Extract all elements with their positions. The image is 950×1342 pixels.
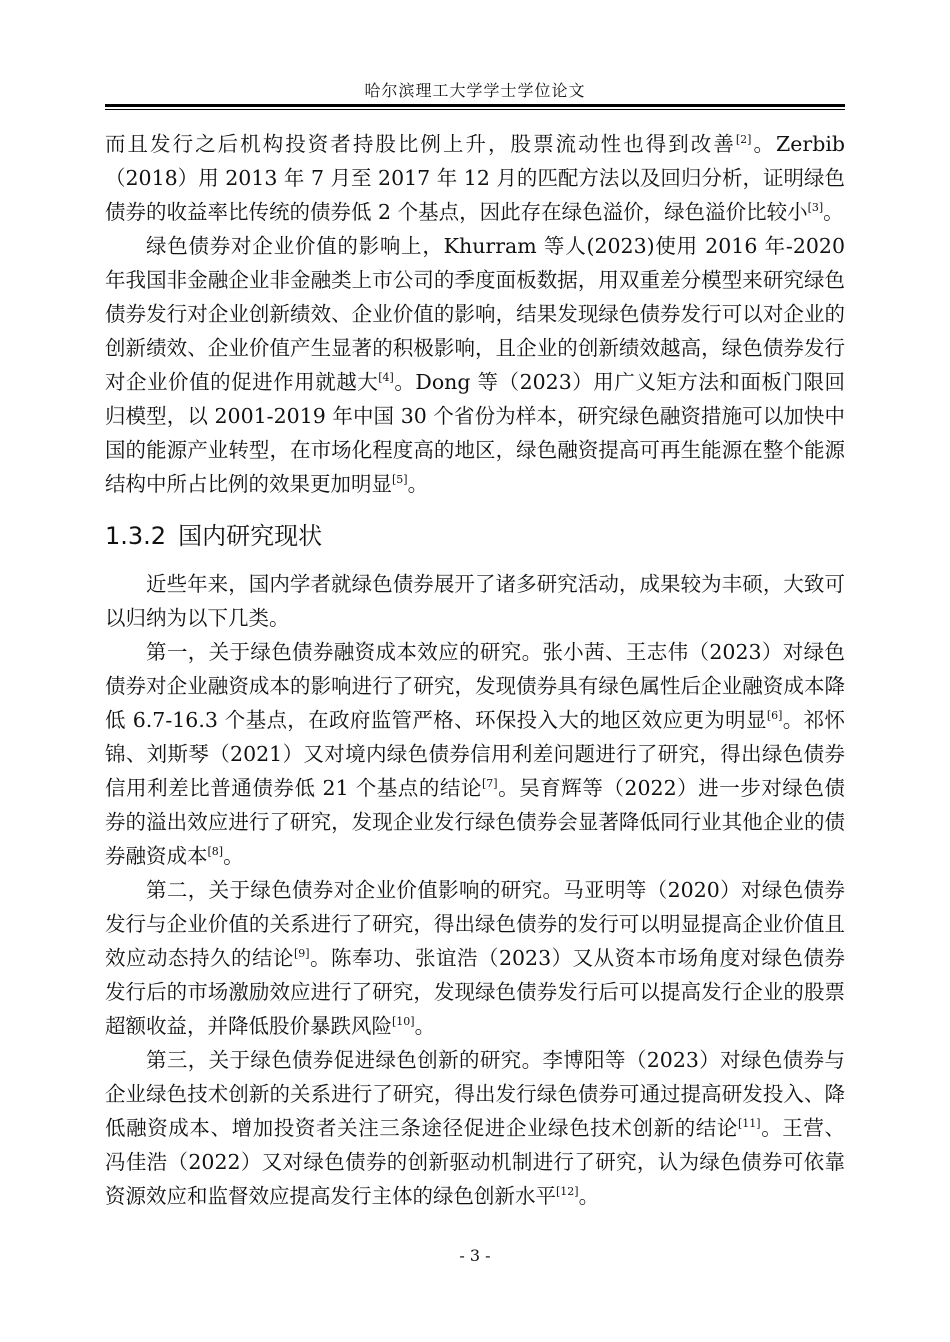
- text-run: 。祁怀锦、刘斯琴（2021）又对境内绿色债券信用利差问题进行了研究，得出绿色债券信用利差比普通债券低 21 个基点的结论: [105, 708, 845, 800]
- paragraph: [105, 567, 845, 635]
- header-rule-thin: [105, 109, 845, 110]
- section-title: 国内研究现状: [178, 522, 323, 550]
- text-run: 第二，关于绿色债券对企业价值影响的研究。马亚明等（2020）对绿色债券发行与企业价值的关系进行了研究，得出绿色债券的发行可以明显提高企业价值且效应动态持久的结论: [105, 878, 845, 970]
- text-run: 。: [223, 844, 244, 868]
- section-number: 1.3.2: [105, 522, 167, 550]
- text-run: 。: [578, 1184, 600, 1208]
- page-number: - 3 -: [459, 1246, 491, 1265]
- body-text: [105, 127, 845, 1213]
- text-run: 。: [414, 1014, 436, 1038]
- text-run: 近些年来，国内学者就绿色债券展开了诸多研究活动，成果较为丰硕，大致可以归纳为以下几类。: [105, 572, 845, 630]
- section-heading: [105, 519, 845, 553]
- text-run: 绿色债券对企业价值的影响上，Khurram 等人(2023)使用 2016 年-2020 年我国非金融企业非金融类上市公司的季度面板数据，用双重差分模型来研究绿色债券发行对企业创新绩效、企业价值的影响，结果发现绿色债券发行可以对企业的创新绩效、企业价值产生显著的积极影响，且企业的创新绩效越高，绿色债券发行对企业价值的促进作用就越大: [105, 234, 845, 394]
- citation-marker: [6]: [766, 709, 783, 723]
- citation-marker: [5]: [392, 473, 408, 487]
- text-run: 。: [407, 472, 429, 496]
- text-run: 。陈奉功、张谊浩（2023）又从资本市场角度对绿色债券发行后的市场激励效应进行了研究，发现绿色债券发行后可以提高发行企业的股票超额收益，并降低股价暴跌风险: [105, 946, 846, 1038]
- paragraph: [105, 127, 845, 229]
- citation-marker: [10]: [392, 1015, 415, 1029]
- text-run: 第一，关于绿色债券融资成本效应的研究。张小茜、王志伟（2023）对绿色债券对企业融资成本的影响进行了研究，发现债券具有绿色属性后企业融资成本降低 6.7-16.3 个基点，在政府监管严格、环保投入大的地区效应更为明显: [105, 640, 845, 732]
- paragraph: [105, 1043, 845, 1213]
- text-run: 。: [823, 200, 844, 224]
- citation-marker: [3]: [807, 201, 824, 215]
- paragraphs-before: [105, 127, 845, 501]
- text-run: 。Dong 等（2023）用广义矩方法和面板门限回归模型，以 2001-2019 年中国 30 个省份为样本，研究绿色融资措施可以加快中国的能源产业转型，在市场化程度高的地区，绿色融资提高可再生能源在整个能源结构中所占比例的效果更加明显: [105, 370, 846, 496]
- citation-marker: [2]: [735, 133, 752, 147]
- citation-marker: [8]: [207, 845, 224, 859]
- text-run: 。吴育辉等（2022）进一步对绿色债券的溢出效应进行了研究，发现企业发行绿色债券会显著降低同行业其他企业的债券融资成本: [105, 776, 845, 868]
- text-run: 。Zerbib（2018）用 2013 年 7 月至 2017 年 12 月的匹配方法以及回归分析，证明绿色债券的收益率比传统的债券低 2 个基点，因此存在绿色溢价，绿色溢价比较小: [105, 132, 845, 224]
- citation-marker: [12]: [556, 1185, 579, 1199]
- text-run: 第三，关于绿色债券促进绿色创新的研究。李博阳等（2023）对绿色债券与企业绿色技术创新的关系进行了研究，得出发行绿色债券可通过提高研发投入、降低融资成本、增加投资者关注三条途径促进企业绿色技术创新的结论: [105, 1048, 845, 1140]
- citation-marker: [7]: [482, 777, 498, 791]
- citation-marker: [11]: [738, 1117, 761, 1131]
- text-run: 。王营、冯佳浩（2022）又对绿色债券的创新驱动机制进行了研究，认为绿色债券可依靠资源效应和监督效应提高发行主体的绿色创新水平: [105, 1116, 846, 1208]
- text-run: 而且发行之后机构投资者持股比例上升，股票流动性也得到改善: [105, 132, 736, 156]
- header-rule-thick: [105, 104, 845, 107]
- running-header: 哈尔滨理工大学学士学位论文: [364, 81, 586, 100]
- paragraphs-after: [105, 567, 845, 1213]
- citation-marker: [4]: [378, 371, 394, 385]
- paragraph: [105, 873, 845, 1043]
- paragraph: [105, 635, 845, 873]
- paragraph: [105, 229, 845, 501]
- citation-marker: [9]: [293, 947, 310, 961]
